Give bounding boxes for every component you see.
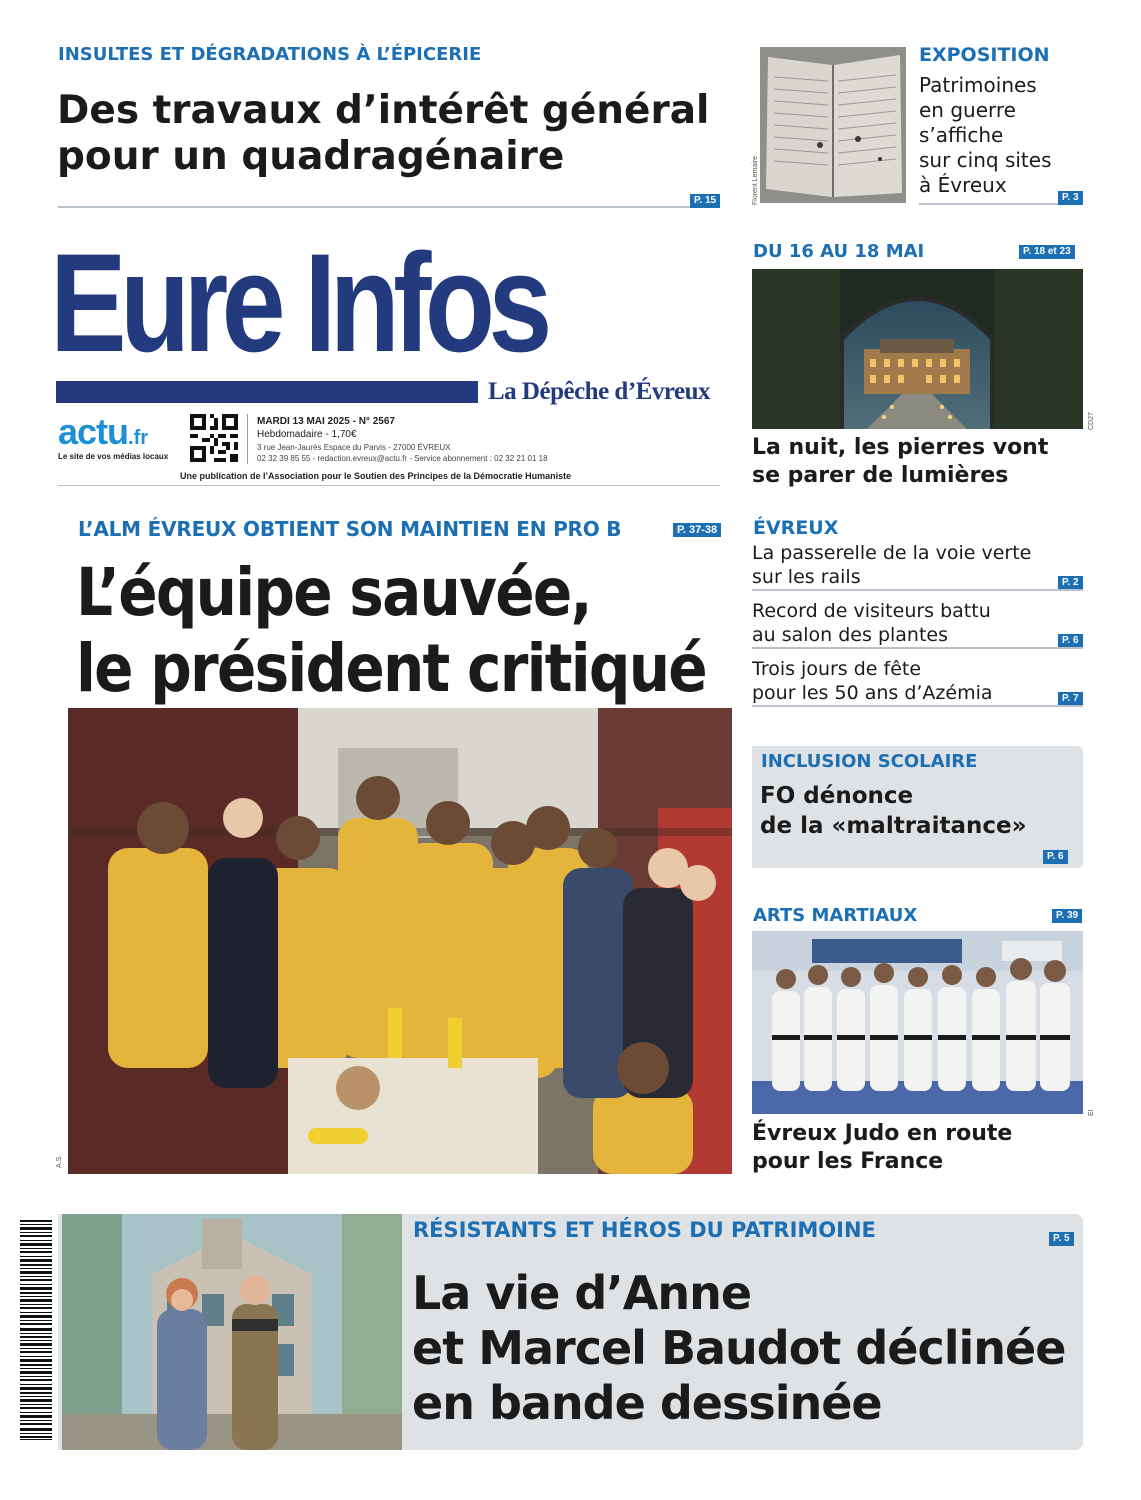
bottom-story-illustration[interactable] xyxy=(62,1214,402,1450)
evreux-brief-3-rule xyxy=(752,705,1083,707)
top-story-headline[interactable] xyxy=(57,88,717,180)
masthead-divider xyxy=(247,414,248,464)
evreux-brief-2[interactable] xyxy=(752,599,991,647)
main-story-headline-line2: le président critiqué xyxy=(76,630,706,707)
inclusion-line2: de la «maltraitance» xyxy=(760,813,1027,839)
main-story-headline-line1: L’équipe sauvée, xyxy=(76,554,591,631)
inclusion-panel[interactable] xyxy=(752,746,1083,868)
issue-contact: 02 32 39 85 55 - redaction.evreux@actu.fr - Service abonnement : 02 32 21 01 18 xyxy=(257,454,548,463)
evreux-brief-1-rule xyxy=(752,589,1083,591)
inclusion-page-badge[interactable]: P. 6 xyxy=(1043,850,1068,864)
exposition-line5: à Évreux xyxy=(919,173,1007,197)
top-story-kicker: INSULTES ET DÉGRADATIONS À L’ÉPICERIE xyxy=(58,44,482,65)
evreux-brief-1-page-badge[interactable]: P. 2 xyxy=(1058,576,1083,590)
masthead-title-text: Eure Infos xyxy=(50,224,546,381)
evreux-brief-2-page-badge[interactable]: P. 6 xyxy=(1058,634,1083,648)
issue-date: MARDI 13 MAI 2025 - N° 2567 xyxy=(257,416,395,427)
top-story-page-badge[interactable]: P. 15 xyxy=(690,194,720,208)
barcode-icon xyxy=(20,1218,52,1442)
masthead-bar xyxy=(56,381,478,403)
main-story-photo[interactable] xyxy=(68,708,732,1174)
evreux-brief-3-line1: Trois jours de fête xyxy=(752,658,922,680)
event-headline[interactable] xyxy=(752,434,1082,490)
main-story-kicker: L’ALM ÉVREUX OBTIENT SON MAINTIEN EN PRO B xyxy=(78,517,622,541)
main-story-headline[interactable] xyxy=(76,555,736,707)
arts-photo-credit: EI xyxy=(1088,1109,1095,1116)
actu-logo-word: actu xyxy=(58,411,129,452)
top-story-headline-line1: Des travaux d’intérêt général xyxy=(57,88,710,133)
top-story-rule xyxy=(58,206,720,208)
evreux-brief-1[interactable] xyxy=(752,541,1031,589)
exposition-line4: sur cinq sites xyxy=(919,148,1052,172)
evreux-brief-1-line1: La passerelle de la voie verte xyxy=(752,542,1032,564)
bottom-story-page-badge[interactable]: P. 5 xyxy=(1049,1232,1074,1246)
inclusion-headline xyxy=(760,781,1026,841)
exposition-kicker: EXPOSITION xyxy=(919,44,1050,66)
event-photo[interactable] xyxy=(752,269,1083,429)
event-kicker: DU 16 AU 18 MAI xyxy=(753,241,925,262)
main-story-page-badge[interactable]: P. 37-38 xyxy=(673,523,721,537)
exposition-photo-credit: Florent Lemaire xyxy=(752,155,759,205)
evreux-brief-3-line2: pour les 50 ans d’Azémia xyxy=(752,682,993,704)
issue-info xyxy=(257,415,548,464)
main-story-photo-credit: A.S. xyxy=(56,1154,63,1168)
masthead-title[interactable] xyxy=(50,224,650,381)
evreux-brief-2-line1: Record de visiteurs battu xyxy=(752,600,991,622)
masthead-subtitle: La Dépêche d’Évreux xyxy=(488,378,710,405)
evreux-brief-2-line2: au salon des plantes xyxy=(752,624,949,646)
event-page-badge[interactable]: P. 18 et 23 xyxy=(1019,245,1075,259)
qr-code-icon[interactable] xyxy=(190,414,238,462)
arts-photo[interactable] xyxy=(752,931,1083,1114)
actu-tagline: Le site de vos médias locaux xyxy=(58,452,169,461)
arts-headline-line1: Évreux Judo en route xyxy=(752,1121,1013,1146)
exposition-line3: s’affiche xyxy=(919,123,1004,147)
actu-logo[interactable] xyxy=(58,411,148,453)
masthead-rule xyxy=(58,485,720,486)
actu-logo-tld: .fr xyxy=(128,427,149,449)
top-story-headline-line2: pour un quadragénaire xyxy=(57,134,565,179)
bottom-story-headline-line3: en bande dessinée xyxy=(412,1376,882,1430)
event-photo-credit: CD27 xyxy=(1088,412,1095,430)
arts-headline-line2: pour les France xyxy=(752,1149,944,1174)
exposition-page-badge[interactable]: P. 3 xyxy=(1058,191,1083,205)
evreux-brief-1-line2: sur les rails xyxy=(752,566,861,588)
arts-page-badge[interactable]: P. 39 xyxy=(1052,909,1082,923)
bottom-story-headline-line2: et Marcel Baudot déclinée xyxy=(412,1321,1066,1375)
issue-address: 3 rue Jean-Jaurès Espace du Parvis - 27000 ÉVREUX xyxy=(257,443,451,452)
bottom-story-headline-line1: La vie d’Anne xyxy=(412,1266,752,1320)
inclusion-line1: FO dénonce xyxy=(760,783,914,809)
evreux-kicker: ÉVREUX xyxy=(753,517,839,539)
issue-frequency: Hebdomadaire - 1,70€ xyxy=(257,429,357,440)
bottom-story-headline xyxy=(412,1266,1065,1431)
bottom-story-panel[interactable] xyxy=(58,1214,1083,1450)
event-headline-line2: se parer de lumières xyxy=(752,463,1009,488)
exposition-headline[interactable] xyxy=(919,73,1052,198)
publisher-line: Une publication de l’Association pour le Soutien des Principes de la Démocratie Humaniste xyxy=(180,471,572,481)
exposition-line1: Patrimoines xyxy=(919,73,1037,97)
event-headline-line1: La nuit, les pierres vont xyxy=(752,435,1049,460)
arts-kicker: ARTS MARTIAUX xyxy=(753,905,918,926)
inclusion-kicker: INCLUSION SCOLAIRE xyxy=(761,751,978,772)
exposition-photo[interactable] xyxy=(760,47,906,203)
evreux-brief-2-rule xyxy=(752,647,1083,649)
arts-headline[interactable] xyxy=(752,1120,1012,1176)
evreux-brief-3-page-badge[interactable]: P. 7 xyxy=(1058,692,1083,706)
exposition-line2: en guerre xyxy=(919,98,1016,122)
evreux-brief-3[interactable] xyxy=(752,657,993,705)
bottom-story-kicker: RÉSISTANTS ET HÉROS DU PATRIMOINE xyxy=(413,1218,876,1242)
